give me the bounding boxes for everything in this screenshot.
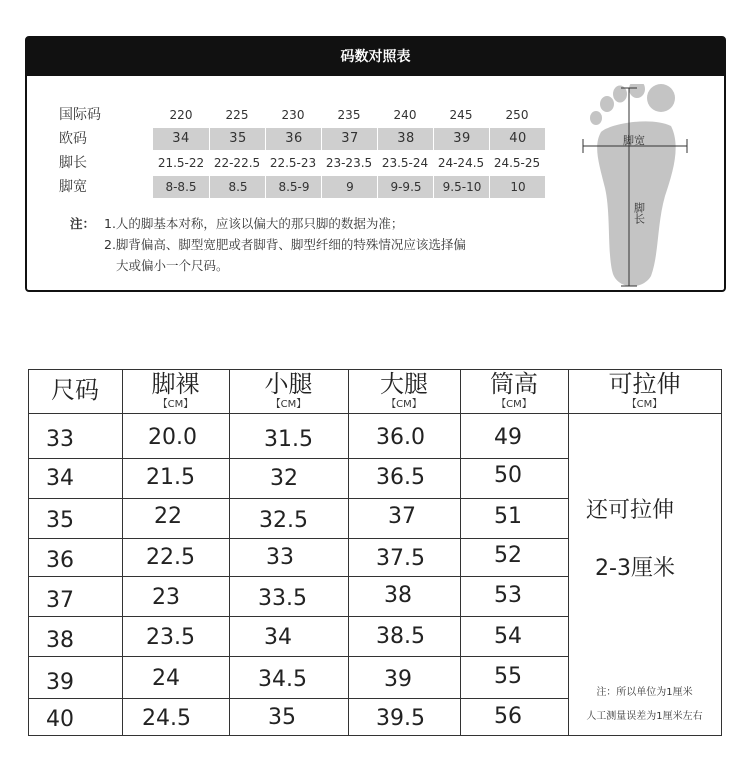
grid-line [28,616,569,617]
header-label: 尺码 [51,376,99,404]
cell-calf: 33 [266,545,294,570]
size-cell: 240 [393,108,417,122]
size-chart-title: 码数对照表 [27,38,724,76]
cell-thigh: 39 [384,667,412,692]
row-label: 脚长 [59,155,87,171]
cell-thigh: 36.0 [376,425,425,450]
grid-line [28,576,569,577]
size-cell: 230 [281,108,305,122]
cell-calf: 34 [264,625,292,650]
cell-thigh: 39.5 [376,706,425,731]
size-cell: 24.5-25 [493,156,541,170]
cell-ankle: 20.0 [148,425,197,450]
size-cell: 35 [209,128,266,150]
cell-size: 40 [46,707,74,732]
size-cell: 10 [489,176,546,198]
cell-shaft: 54 [494,624,522,649]
cell-ankle: 23 [152,585,180,610]
grid-line [28,369,29,736]
cell-shaft: 52 [494,543,522,568]
row-label: 国际码 [59,107,101,123]
size-cell: 23-23.5 [325,156,373,170]
stretch-amount-label: 还可拉伸 [585,498,674,523]
size-chart-card [25,36,726,292]
header-label: 大腿 [380,370,428,398]
header-label: 可拉伸 [608,370,681,398]
header-stretch [568,369,721,411]
header-size [28,369,122,411]
size-cell: 250 [505,108,529,122]
grid-line [721,369,722,736]
note-line: 大或偏小一个尺码。 [116,258,229,273]
cell-size: 34 [46,466,74,491]
grid-line [229,369,230,736]
header-unit: 【CM】 [270,399,307,410]
stretch-range-value: 2-3厘米 [595,556,675,581]
size-cell: 21.5-22 [157,156,205,170]
measurement-table [28,369,722,736]
size-cell: 9.5-10 [433,176,490,198]
size-cell: 235 [337,108,361,122]
header-label: 小腿 [264,370,313,398]
row-label: 欧码 [59,131,87,147]
grid-line [28,656,569,657]
cell-calf: 32 [270,466,298,491]
cell-calf: 32.5 [259,508,308,533]
cell-calf: 34.5 [258,667,307,692]
error-note: 人工测量误差为1厘米左右 [586,711,703,722]
grid-line [28,498,569,499]
unit-note: 注：所以单位为1厘米 [596,687,693,698]
cell-thigh: 37.5 [376,546,425,571]
cell-size: 33 [46,427,74,452]
size-cell: 37 [321,128,378,150]
cell-shaft: 55 [494,664,522,689]
footprint-icon [590,84,676,286]
grid-line [28,458,569,459]
header-shaft-height [460,369,568,411]
grid-line [28,698,569,699]
cell-ankle: 22 [154,504,182,529]
cell-ankle: 21.5 [146,465,195,490]
notes-label: 注： [70,216,96,231]
grid-line [28,538,569,539]
header-unit: 【CM】 [157,399,194,410]
cell-size: 36 [46,548,74,573]
note-line: 2.脚背偏高、脚型宽肥或者脚背、脚型纤细的特殊情况应该选择偏 [104,237,466,252]
note-line: 1.人的脚基本对称，应该以偏大的那只脚的数据为准； [104,216,404,231]
cell-ankle: 24.5 [142,706,191,731]
cell-size: 37 [46,588,74,613]
size-cell: 245 [449,108,473,122]
size-cell: 22-22.5 [213,156,261,170]
cell-size: 39 [46,670,74,695]
grid-line [460,369,461,736]
cell-shaft: 53 [494,583,522,608]
size-cell: 9 [321,176,378,198]
size-cell: 40 [489,128,546,150]
header-label: 筒高 [490,370,538,398]
header-unit: 【CM】 [496,399,532,410]
grid-line [348,369,349,736]
cell-calf: 33.5 [258,586,307,611]
size-cell: 39 [433,128,490,150]
foot-length-label: 脚长 [632,202,646,224]
header-unit: 【CM】 [386,399,422,410]
cell-calf: 31.5 [264,427,313,452]
header-ankle [122,369,229,411]
header-unit: 【CM】 [626,399,663,410]
size-cell: 225 [225,108,249,122]
size-cell: 8.5-9 [265,176,322,198]
size-cell: 38 [377,128,434,150]
size-cell: 220 [169,108,193,122]
cell-thigh: 37 [388,504,416,529]
size-cell: 23.5-24 [381,156,429,170]
size-cell: 22.5-23 [269,156,317,170]
cell-shaft: 49 [494,425,522,450]
size-cell: 36 [265,128,322,150]
header-thigh [348,369,460,411]
grid-line [28,413,722,414]
cell-shaft: 50 [494,463,522,488]
cell-shaft: 51 [494,504,522,529]
cell-thigh: 36.5 [376,465,425,490]
size-cell: 34 [172,131,190,146]
foot-width-label: 脚宽 [623,134,645,147]
header-calf [229,369,348,411]
size-cell: 8.5 [209,176,266,198]
header-label: 脚裸 [151,370,200,398]
cell-thigh: 38 [384,583,412,608]
cell-ankle: 23.5 [146,625,195,650]
cell-size: 38 [46,628,74,653]
size-cell: 8-8.5 [165,180,197,194]
grid-line [122,369,123,736]
row-label: 脚宽 [59,179,87,195]
cell-thigh: 38.5 [376,624,425,649]
size-cell: 9-9.5 [377,176,434,198]
cell-size: 35 [46,508,74,533]
foot-diagram [579,84,691,290]
cell-shaft: 56 [494,704,522,729]
grid-line [28,735,722,736]
cell-calf: 35 [268,705,296,730]
cell-ankle: 24 [152,666,180,691]
cell-ankle: 22.5 [146,545,195,570]
size-cell: 24-24.5 [437,156,485,170]
